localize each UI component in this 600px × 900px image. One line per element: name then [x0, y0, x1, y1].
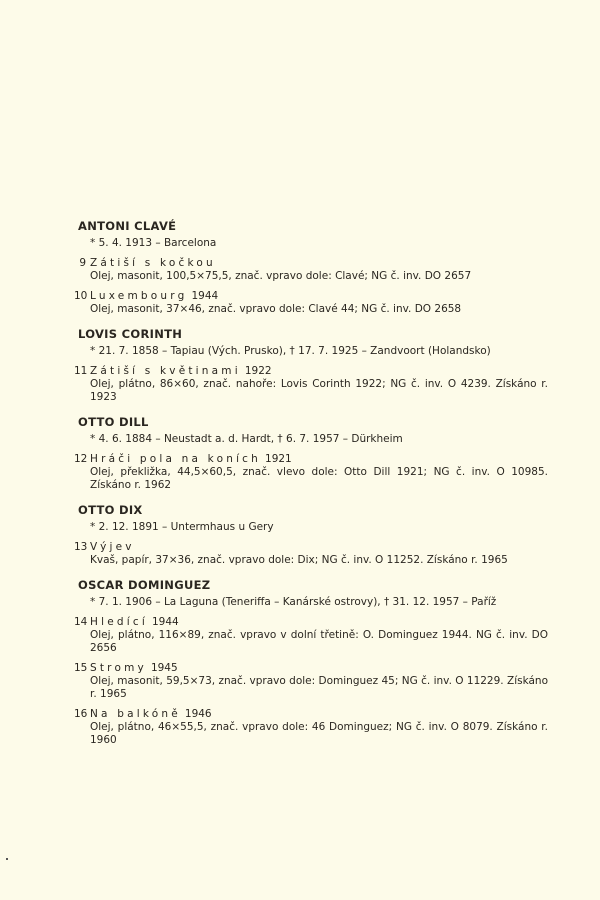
work-title: Hráči pola na koních: [90, 453, 262, 465]
artist-entry: [74, 577, 548, 747]
work-description: Olej, masonit, 37×46, znač. vpravo dole: Clavé 44; NG č. inv. DO 2658: [90, 303, 462, 315]
artist-bio: * 2. 12. 1891 – Untermhaus u Gery: [90, 521, 274, 533]
work-entry: [74, 707, 548, 747]
work-description: Kvaš, papír, 37×36, znač. vpravo dole: Dix; NG č. inv. O 11252. Získáno r. 1965: [90, 554, 508, 566]
artist-bio: * 21. 7. 1858 – Tapiau (Vých. Prusko), † 17. 7. 1925 – Zandvoort (Holandsko): [90, 345, 491, 357]
artist-entry: [74, 502, 548, 567]
artist-bio: * 7. 1. 1906 – La Laguna (Teneriffa – Kanárské ostrovy), † 31. 12. 1957 – Paříž: [90, 596, 497, 608]
work-year: 1945: [150, 662, 178, 674]
work-entry: [74, 452, 548, 492]
work-number: 14: [74, 616, 88, 628]
work-entry: [74, 615, 548, 655]
work-entry: [74, 661, 548, 701]
artist-bio: * 4. 6. 1884 – Neustadt a. d. Hardt, † 6. 7. 1957 – Dürkheim: [90, 433, 403, 445]
work-number: 11: [74, 365, 88, 377]
work-entry: [78, 256, 548, 283]
work-number: 16: [74, 708, 88, 720]
work-description: Olej, plátno, 116×89, znač. vpravo v dolní třetině: O. Dominguez 1944. NG č. inv. DO 2656: [90, 629, 548, 654]
work-description: Olej, plátno, 86×60, znač. nahoře: Lovis Corinth 1922; NG č. inv. O 4239. Získáno r. 1923: [90, 378, 548, 403]
artist-name: OTTO DIX: [78, 503, 143, 517]
work-title: Stromy: [90, 662, 147, 674]
work-title: Luxembourg: [90, 290, 188, 302]
work-title: Hledící: [90, 616, 148, 628]
work-number: 10: [74, 290, 88, 302]
paper-speck: [6, 858, 8, 860]
artist-entry: [74, 326, 548, 404]
artist-entry: [74, 414, 548, 492]
work-title: Zátiší s květinami: [90, 365, 241, 377]
work-year: 1944: [151, 616, 179, 628]
work-year: 1921: [265, 453, 292, 465]
work-entry: [74, 540, 548, 567]
catalog-page: [74, 218, 548, 757]
work-title: Zátiší s kočkou: [90, 257, 216, 269]
artist-bio: * 5. 4. 1913 – Barcelona: [90, 237, 217, 249]
work-number: 9: [79, 257, 86, 269]
work-entry: [74, 364, 548, 404]
work-title: Na balkóně: [90, 708, 181, 720]
work-year: 1922: [244, 365, 272, 377]
work-description: Olej, překližka, 44,5×60,5, znač. vlevo dole: Otto Dill 1921; NG č. inv. O 10985. Získáno r. 1962: [90, 466, 548, 491]
work-number: 15: [74, 662, 88, 674]
artist-name: OSCAR DOMINGUEZ: [78, 578, 211, 592]
work-number: 13: [74, 541, 88, 553]
work-entry: [74, 289, 548, 316]
artist-name: LOVIS CORINTH: [78, 327, 183, 341]
artist-name: OTTO DILL: [78, 415, 149, 429]
artist-name: ANTONI CLAVÉ: [78, 219, 177, 233]
work-description: Olej, masonit, 100,5×75,5, znač. vpravo dole: Clavé; NG č. inv. DO 2657: [90, 270, 472, 282]
artist-entry: [74, 218, 548, 316]
work-description: Olej, plátno, 46×55,5, znač. vpravo dole: 46 Dominguez; NG č. inv. O 8079. Získáno r. 1960: [90, 721, 548, 746]
work-year: 1946: [184, 708, 212, 720]
work-title: Výjev: [90, 541, 135, 553]
work-year: 1944: [191, 290, 219, 302]
work-description: Olej, masonit, 59,5×73, znač. vpravo dole: Dominguez 45; NG č. inv. O 11229. Získáno r. 1965: [90, 675, 548, 700]
work-number: 12: [74, 453, 88, 465]
